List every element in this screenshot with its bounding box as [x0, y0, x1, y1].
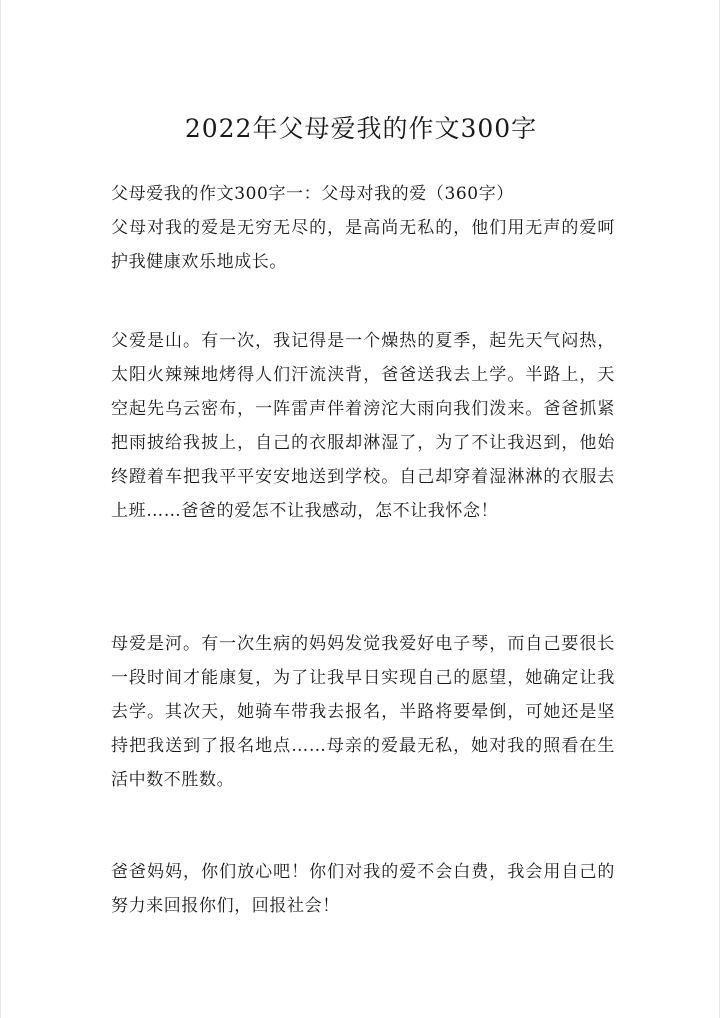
paragraph-1: 父母对我的爱是无穷无尽的，是高尚无私的，他们用无声的爱呵护我健康欢乐地成长。 [111, 218, 615, 272]
document-title: 2022年父母爱我的作文300字 [184, 114, 538, 143]
paragraph-4: 爸爸妈妈，你们放心吧！你们对我的爱不会白费，我会用自己的努力来回报你们，回报社会！ [111, 862, 615, 916]
paragraph-3: 母爱是河。有一次生病的妈妈发觉我爱好电子琴，而自己要很长一段时间才能康复，为了让我早日实现自己的愿望，她确定让我去学。其次天，她骑车带我去报名，半路将要晕倒，可她还是坚持把我送到了报名地点……母亲的爱最无私，她对我的照看在生活中数不胜数。 [111, 634, 615, 790]
essay-heading: 父母爱我的作文300字一：父母对我的爱（360字） [111, 184, 514, 204]
paragraph-2: 父爱是山。有一次，我记得是一个燥热的夏季，起先天气闷热，太阳火辣辣地烤得人们汗流浃背，爸爸送我去上学。半路上，天空起先乌云密布，一阵雷声伴着滂沱大雨向我们泼来。爸爸抓紧把雨披给我披上，自己的衣服却淋湿了，为了不让我迟到，他始终蹬着车把我平平安安地送到学校。自己却穿着湿淋淋的衣服去上班……爸爸的爱怎不让我感动，怎不让我怀念！ [111, 331, 615, 521]
